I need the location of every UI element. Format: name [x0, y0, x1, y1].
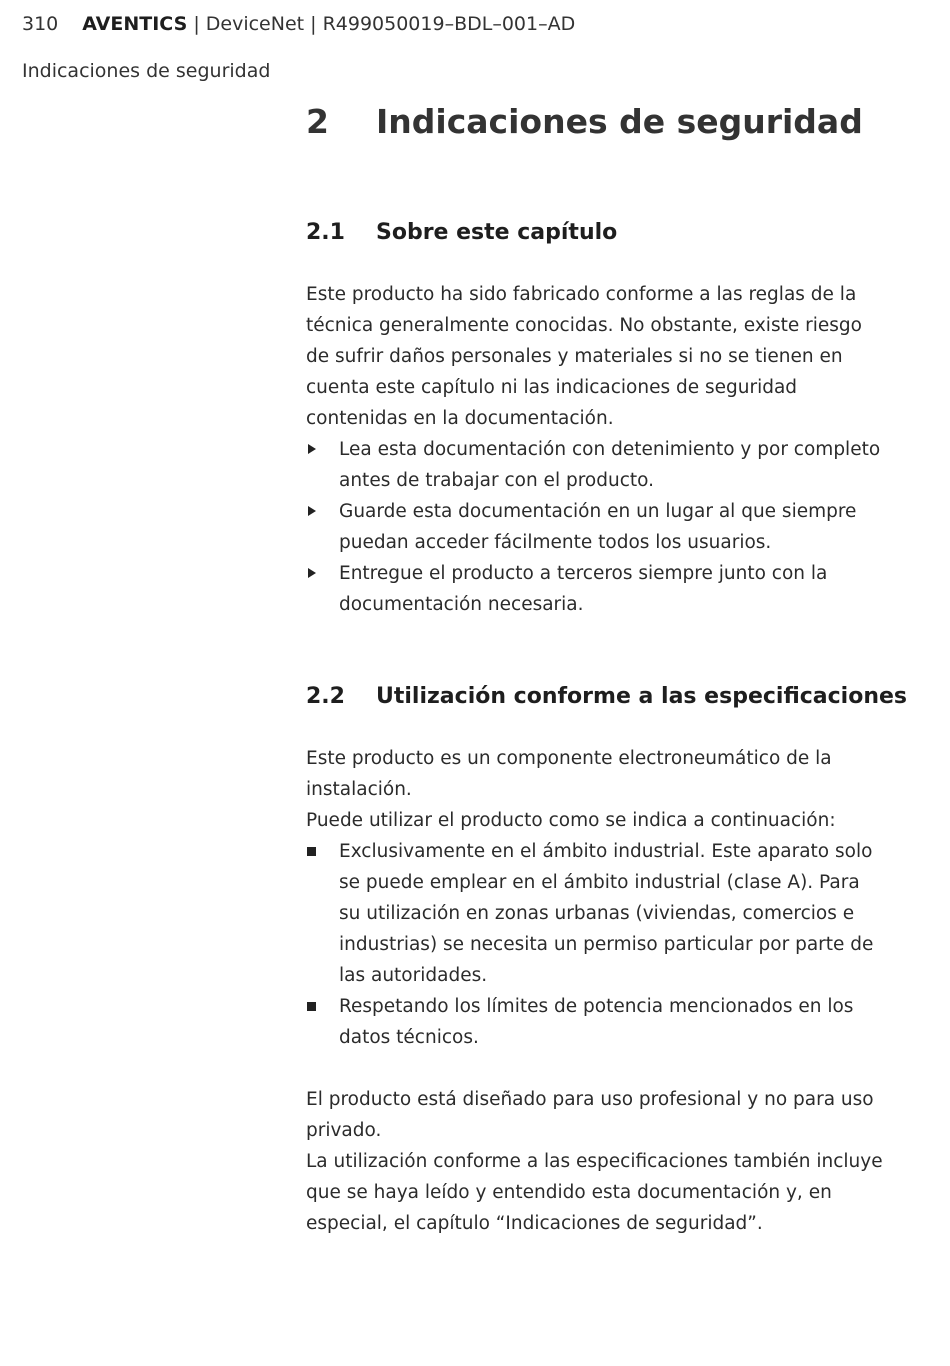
paragraph: Este producto es un componente electroneumático de la instalación.: [306, 748, 832, 800]
section-number: 2.1: [306, 220, 345, 245]
section-2-2-body: [306, 743, 886, 1239]
running-title: Indicaciones de seguridad: [22, 60, 271, 82]
section-heading-2-1: [306, 220, 617, 245]
action-item: Guarde esta documentación en un lugar al que siempre puedan acceder fácilmente todos los usuarios.: [306, 496, 886, 558]
list-item: Exclusivamente en el ámbito industrial. Este aparato solo se puede emplear en el ámbito industrial (clase A). Para su utilización en zonas urbanas (viviendas, comercios e industrias) se necesita un permiso particular por parte de las autoridades.: [306, 836, 886, 991]
section-title: Sobre este capítulo: [376, 220, 618, 245]
list-item: Respetando los límites de potencia mencionados en los datos técnicos.: [306, 991, 886, 1053]
intro-paragraph: Este producto ha sido fabricado conforme a las reglas de la técnica generalmente conocidas. No obstante, existe riesgo de sufrir daños personales y materiales si no se tienen en cuenta este capítulo ni las indicaciones de seguridad contenidas en la documentación.: [306, 284, 862, 429]
chapter-number: 2: [306, 102, 329, 141]
action-item: Lea esta documentación con detenimiento y por completo antes de trabajar con el producto.: [306, 434, 886, 496]
section-heading-2-2: [306, 684, 907, 709]
paragraph: La utilización conforme a las especificaciones también incluye que se haya leído y entendido esta documentación y, en especial, el capítulo “Indicaciones de seguridad”.: [306, 1151, 883, 1234]
section-2-1-body: [306, 279, 886, 620]
brand-name: AVENTICS: [82, 13, 188, 35]
chapter-title: Indicaciones de seguridad: [376, 102, 863, 141]
paragraph: Puede utilizar el producto como se indica a continuación:: [306, 810, 836, 831]
usage-list: [306, 836, 886, 1053]
page-header: [22, 13, 575, 35]
action-list: [306, 434, 886, 620]
section-number: 2.2: [306, 684, 345, 709]
action-item: Entregue el producto a terceros siempre junto con la documentación necesaria.: [306, 558, 886, 620]
chapter-heading: [306, 102, 863, 141]
page-number: 310: [22, 13, 59, 35]
section-title: Utilización conforme a las especificaciones: [376, 684, 908, 709]
document-info: | DeviceNet | R499050019–BDL–001–AD: [187, 13, 576, 35]
paragraph: El producto está diseñado para uso profesional y no para uso privado.: [306, 1089, 874, 1141]
